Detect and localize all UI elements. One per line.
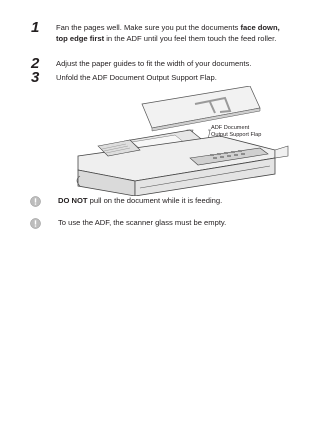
callout-line-2: Output Support Flap bbox=[211, 132, 262, 139]
step-number: 2 bbox=[31, 55, 40, 72]
step-1 bbox=[31, 19, 289, 44]
note-text-part: pull on the document while it is feeding. bbox=[87, 196, 223, 205]
caution-icon bbox=[30, 218, 41, 229]
step-2 bbox=[31, 55, 289, 72]
step-text-part: Fan the pages well. Make sure you put the documents bbox=[56, 23, 241, 32]
callout-line-1: ADF Document bbox=[211, 125, 250, 131]
caution-icon bbox=[30, 196, 41, 207]
step-text-emphasis: face down, top edge first bbox=[56, 23, 280, 43]
adf-illustration bbox=[70, 86, 290, 196]
note-2 bbox=[30, 218, 288, 228]
step-text-part: in the ADF until you feel them touch the feed roller. bbox=[104, 33, 277, 43]
callout-label bbox=[211, 125, 261, 140]
step-text: Unfold the ADF Document Output Support Flap. bbox=[56, 73, 217, 82]
step-text bbox=[56, 23, 289, 44]
note-text: To use the ADF, the scanner glass must be empty. bbox=[58, 218, 227, 227]
note-1 bbox=[30, 196, 288, 206]
note-text-emphasis: DO NOT bbox=[58, 196, 88, 205]
step-number: 3 bbox=[31, 69, 40, 86]
step-text: Adjust the paper guides to fit the width of your documents. bbox=[56, 59, 252, 68]
step-number: 1 bbox=[31, 19, 40, 36]
note-text bbox=[58, 196, 288, 206]
machine-body bbox=[77, 130, 288, 196]
step-3 bbox=[31, 69, 289, 86]
